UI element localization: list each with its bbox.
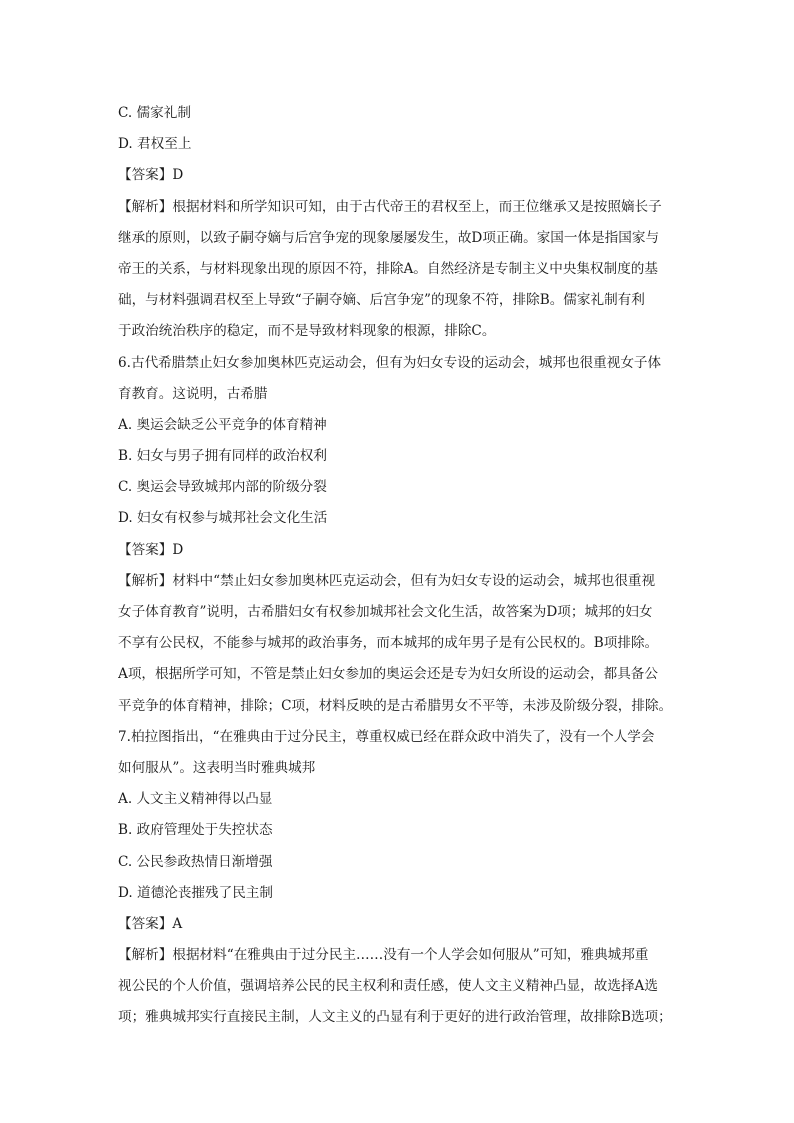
question-7-line-2: 如何服从”。这表明当时雅典城邦 [118,759,316,776]
question-6-line-2: 育教育。这说明，古希腊 [118,385,268,402]
option-a-q6: A. 奥运会缺乏公平竞争的体育精神 [118,416,327,433]
document-page [118,98,684,1034]
option-b-q6: B. 妇女与男子拥有同样的政治权利 [118,448,327,465]
analysis-q7-line-3: 项；雅典城邦实行直接民主制，人文主义的凸显有利于更好的进行政治管理，故排除B选项； [118,1009,672,1026]
option-d-q5: D. 君权至上 [118,136,192,153]
analysis-q5-line-2: 继承的原则，以致子嗣夺嫡与后宫争宠的现象屡屡发生，故D项正确。家国一体是指国家与 [118,229,660,246]
option-c-q6: C. 奥运会导致城邦内部的阶级分裂 [118,479,327,496]
answer-q6: 【答案】D [118,541,184,558]
analysis-q6-line-4: A项，根据所学可知，不管是禁止妇女参加的奥运会还是专为妇女所设的运动会，都具备公 [118,666,658,683]
option-c-q5: C. 儒家礼制 [118,105,191,121]
analysis-q7-line-1: 【解析】根据材料“在雅典由于过分民主……没有一个人学会如何服从”可知，雅典城邦重 [118,947,649,964]
option-b-q7: B. 政府管理处于失控状态 [118,822,273,839]
analysis-q5-line-5: 于政治统治秩序的稳定，而不是导致材料现象的根源，排除C。 [118,323,496,340]
analysis-q5-line-1: 【解析】根据材料和所学知识可知，由于古代帝王的君权至上，而王位继承又是按照嫡长子 [118,198,662,215]
analysis-q7-line-2: 视公民的个人价值，强调培养公民的民主权利和责任感，使人文主义精神凸显，故选择A选 [118,978,658,995]
option-c-q7: C. 公民参政热情日渐增强 [118,853,273,870]
option-d-q6: D. 妇女有权参与城邦社会文化生活 [118,510,328,527]
question-6-line-1: 6.古代希腊禁止妇女参加奥林匹克运动会，但有为妇女专设的运动会，城邦也很重视女子体 [118,354,662,371]
option-d-q7: D. 道德沦丧摧残了民主制 [118,884,273,901]
analysis-q6-line-3: 不享有公民权，不能参与城邦的政治事务，而本城邦的成年男子是有公民权的。B项排除。 [118,635,659,652]
question-7-line-1: 7.柏拉图指出，“在雅典由于过分民主，尊重权威已经在群众政中消失了，没有一个人学会 [118,728,655,745]
answer-q5: 【答案】D [118,167,184,184]
option-a-q7: A. 人文主义精神得以凸显 [118,791,273,808]
analysis-q5-line-4: 础，与材料强调君权至上导致“子嗣夺嫡、后宫争宠”的现象不符，排除B。儒家礼制有利 [118,292,645,309]
analysis-q6-line-1: 【解析】材料中“禁止妇女参加奥林匹克运动会，但有为妇女专设的运动会，城邦也很重视 [118,572,656,589]
analysis-q6-line-2: 女子体育教育”说明，古希腊妇女有权参加城邦社会文化生活，故答案为D项；城邦的妇女 [118,604,653,620]
answer-q7: 【答案】A [118,915,183,932]
analysis-q5-line-3: 帝王的关系，与材料现象出现的原因不符，排除A。自然经济是专制主义中央集权制度的基 [118,260,658,277]
analysis-q6-line-5: 平竞争的体育精神，排除；C项，材料反映的是古希腊男女不平等，未涉及阶级分裂，排除。 [118,697,673,714]
